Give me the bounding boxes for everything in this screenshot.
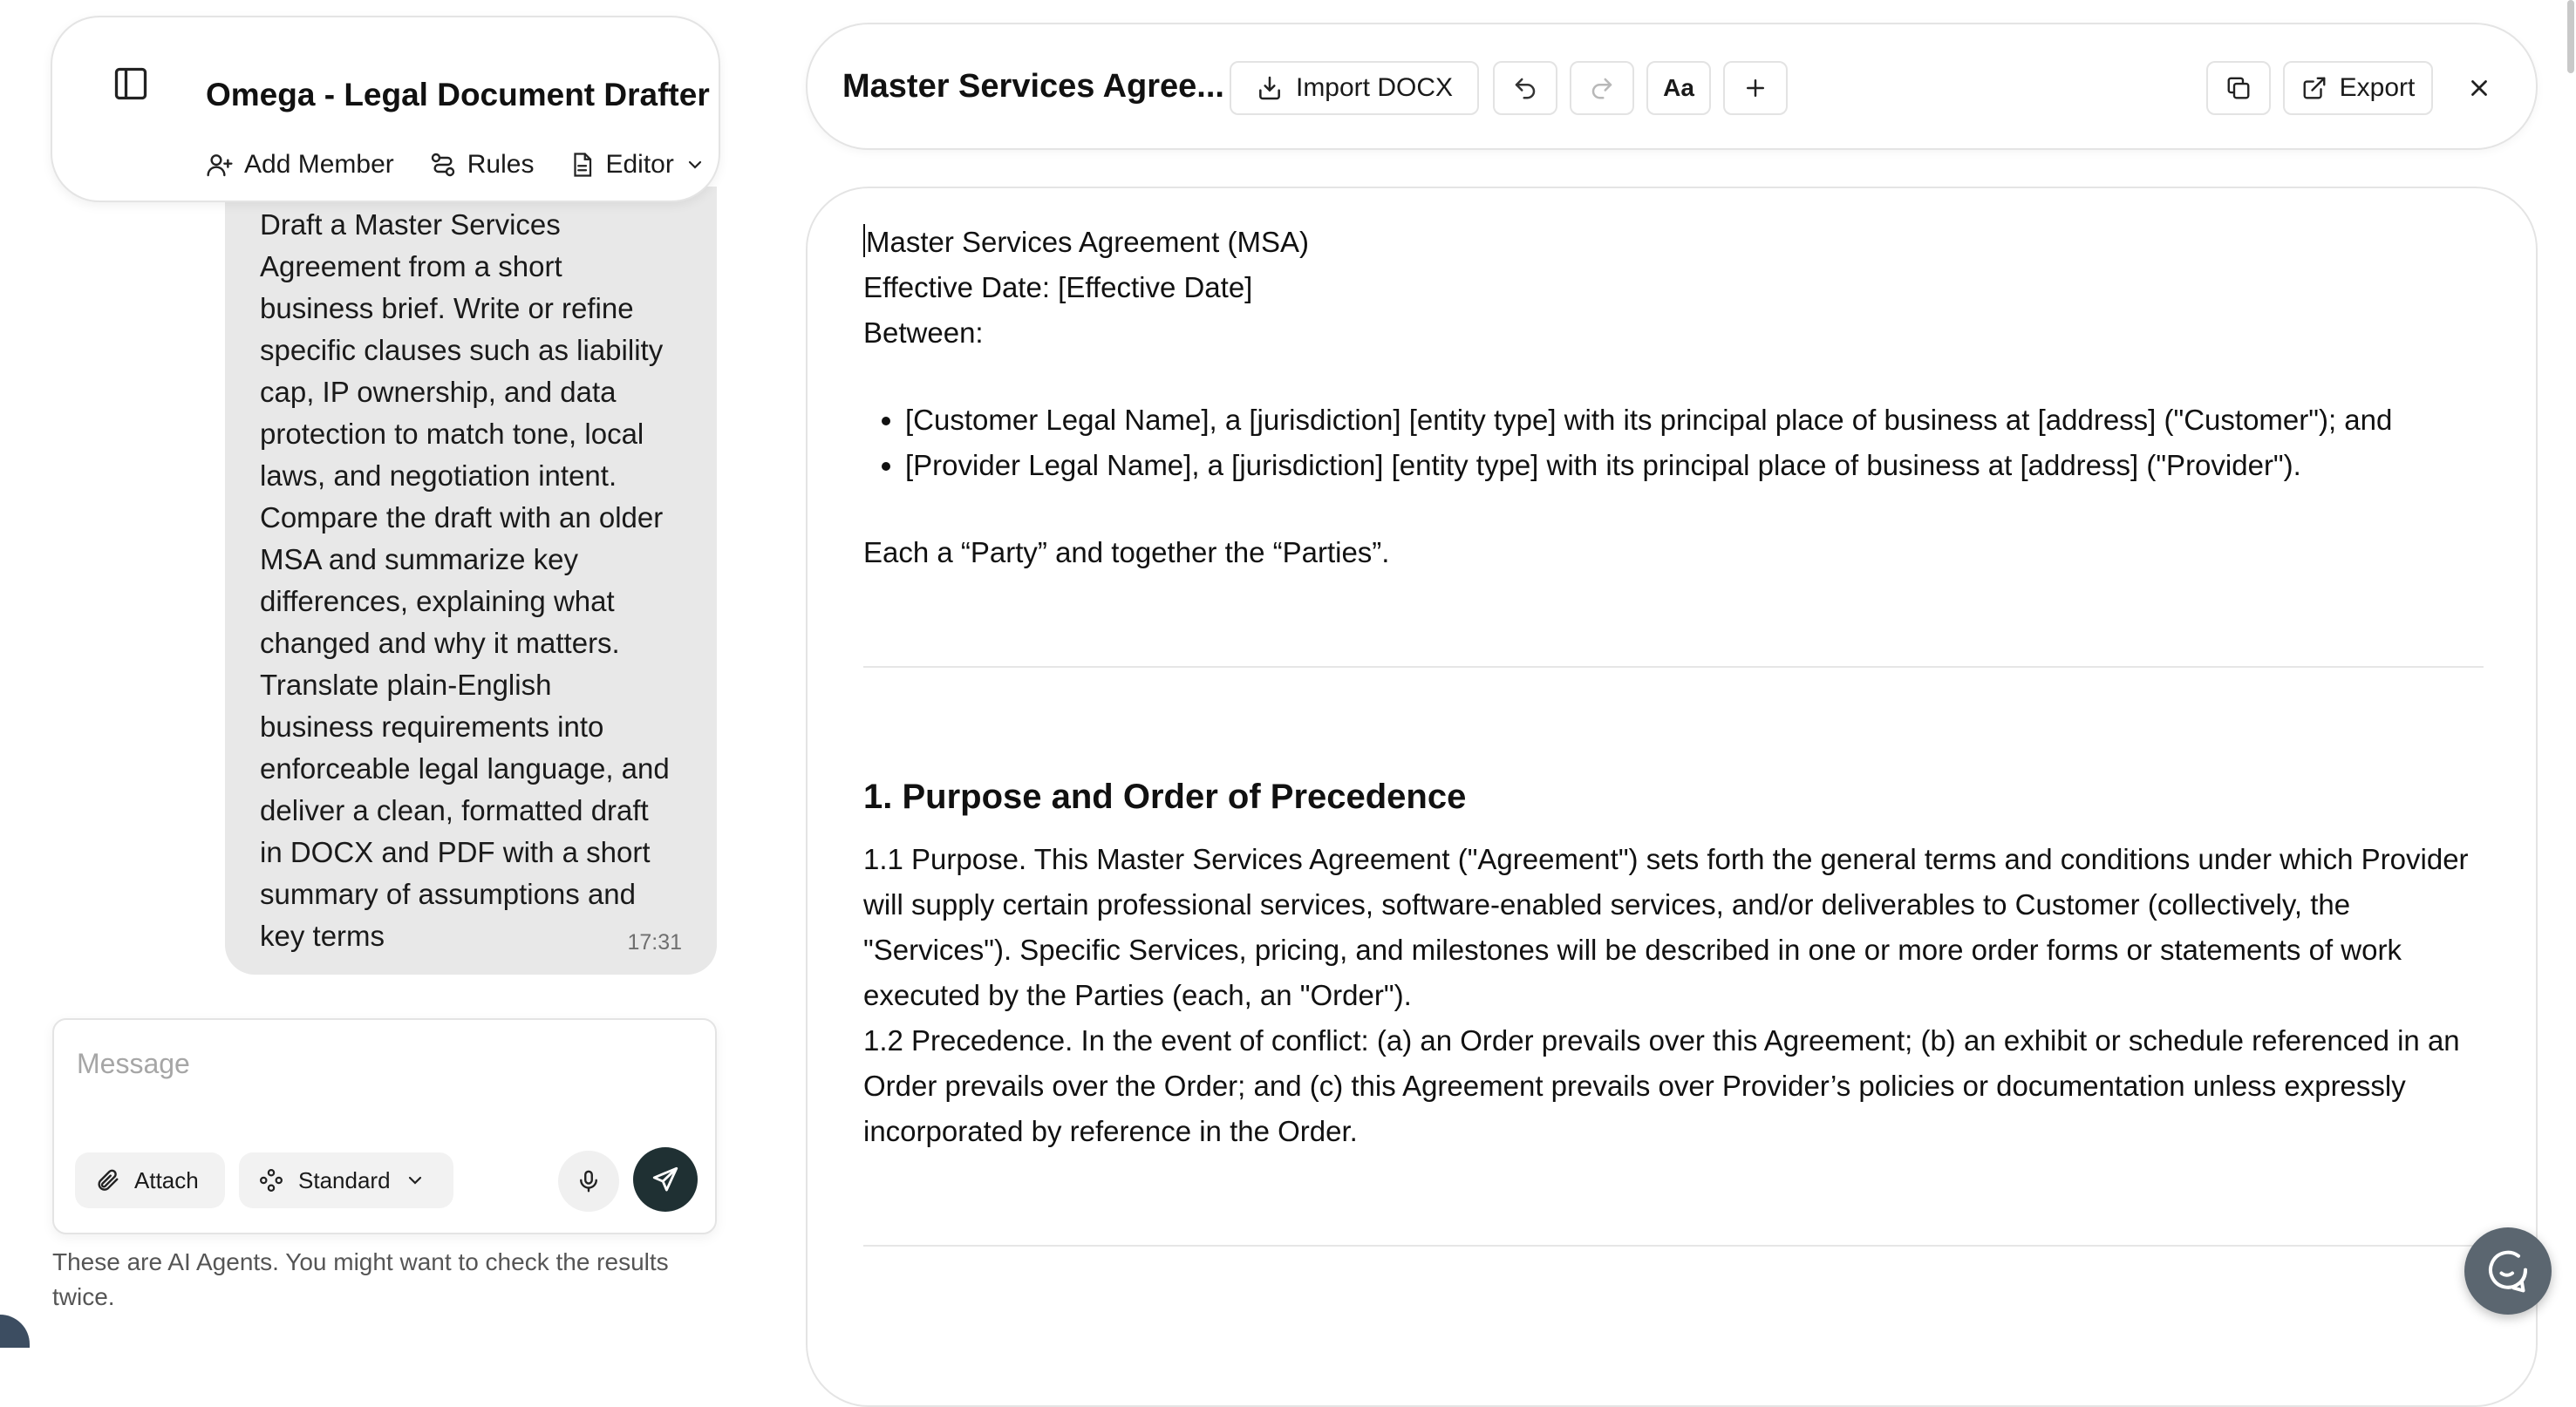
close-icon: [2466, 75, 2492, 101]
party-customer: • [Customer Legal Name], a [jurisdiction] [entity type] with its principal place of business at [address] ("Customer"); and: [905, 398, 2484, 443]
doc-line-effective-date: Effective Date: [Effective Date]: [863, 271, 1253, 303]
editor-label: Editor: [605, 150, 674, 179]
doc-line-title: [863, 220, 2484, 265]
chat-title: Omega - Legal Document Drafter: [206, 77, 710, 112]
mode-label: Standard: [298, 1166, 391, 1193]
section-heading: 1. Purpose and Order of Precedence: [863, 778, 1467, 816]
external-link-icon: [2301, 75, 2327, 101]
parties-list: [863, 398, 2484, 488]
chevron-down-icon: [685, 154, 705, 175]
editor-toolbar: [806, 23, 2538, 150]
add-member-button[interactable]: [206, 150, 394, 180]
redo-icon: [1589, 75, 1615, 101]
copy-button[interactable]: [2206, 61, 2271, 115]
section-divider: [863, 1245, 2484, 1247]
document-editor[interactable]: [806, 187, 2538, 1407]
doc-line-between: Between:: [863, 316, 984, 349]
scrollbar[interactable]: [2567, 0, 2574, 73]
document-title: Master Services Agree...: [842, 68, 1224, 105]
paperclip-icon: [94, 1167, 120, 1193]
chat-header-actions: [206, 150, 705, 180]
user-plus-icon: [206, 151, 234, 179]
undo-button[interactable]: [1493, 61, 1557, 115]
send-icon: [651, 1165, 680, 1194]
document-body[interactable]: [863, 220, 2484, 1247]
ai-disclaimer: These are AI Agents. You might want to check the results twice.: [52, 1248, 669, 1310]
undo-icon: [1512, 75, 1538, 101]
doc-line-title-text: Master Services Agreement (MSA): [866, 226, 1309, 258]
send-button[interactable]: [633, 1147, 698, 1212]
message-timestamp: 17:31: [627, 930, 682, 955]
rules-icon: [429, 151, 457, 179]
parties-definition: Each a “Party” and together the “Parties”.: [863, 536, 1390, 568]
download-tray-icon: [1256, 74, 1284, 102]
clause-1-2: 1.2 Precedence. In the event of conflict: (a) an Order prevails over this Agreement; (b) an exhibit or schedule referenced in an Order prevails over the Order; and (c) this Agreement prevails over Provider’s policies or documentation unless expressly incorporated by reference in the Order.: [863, 1024, 2460, 1147]
microphone-button[interactable]: [558, 1151, 619, 1212]
font-style-label: Aa: [1663, 74, 1694, 101]
rules-button[interactable]: [429, 150, 535, 180]
chat-header: [51, 16, 720, 202]
add-button[interactable]: [1723, 61, 1788, 115]
sparkle-icon: [258, 1167, 284, 1193]
import-docx-button[interactable]: [1230, 61, 1479, 115]
redo-button[interactable]: [1570, 61, 1634, 115]
font-style-button[interactable]: [1646, 61, 1711, 115]
user-message-bubble: [225, 187, 717, 975]
section-divider: [863, 666, 2484, 668]
editor-dropdown[interactable]: [569, 150, 705, 180]
text-cursor: [863, 224, 865, 257]
message-input[interactable]: [75, 1041, 689, 1086]
corner-accent: [0, 1315, 30, 1348]
chevron-down-icon: [405, 1170, 426, 1191]
sidebar-toggle-icon[interactable]: [105, 58, 157, 110]
close-editor-button[interactable]: [2452, 61, 2506, 115]
mode-select[interactable]: [239, 1152, 453, 1208]
support-chat-widget[interactable]: [2464, 1227, 2552, 1315]
message-composer: [52, 1018, 717, 1234]
clause-1-1: 1.1 Purpose. This Master Services Agreement ("Agreement") sets forth the general terms and conditions under which Provider will supply certain professional services, software-enabled services, and/or deliverables to Customer (collectively, the "Services"). Specific Services, pricing, and milestones will be described in one or more order forms or statements of work executed by the Parties (each, an "Order").: [863, 843, 2469, 1011]
import-docx-label: Import DOCX: [1295, 73, 1454, 102]
chat-bubble-icon: [2482, 1245, 2534, 1297]
copy-icon: [2225, 75, 2252, 101]
plus-icon: [1742, 75, 1768, 101]
attach-button[interactable]: [75, 1152, 225, 1208]
rules-label: Rules: [467, 150, 535, 179]
document-icon: [569, 152, 595, 178]
microphone-icon: [576, 1168, 602, 1194]
party-provider: • [Provider Legal Name], a [jurisdiction] [entity type] with its principal place of business at [address] ("Provider").: [905, 443, 2484, 488]
attach-label: Attach: [134, 1166, 199, 1193]
add-member-label: Add Member: [244, 150, 394, 179]
export-button[interactable]: [2283, 61, 2433, 115]
export-label: Export: [2339, 73, 2416, 102]
message-text: Draft a Master Services Agreement from a short business brief. Write or refine specific clauses such as liability cap, IP ownership, and data protection to match tone, local laws, and negotiation intent. Compare the draft with an older MSA and summarize key differences, explaining what changed and why it matters. Translate plain-English business requirements into enforceable legal language, and deliver a clean, formatted draft in DOCX and PDF with a short summary of assumptions and key terms: [260, 208, 670, 952]
